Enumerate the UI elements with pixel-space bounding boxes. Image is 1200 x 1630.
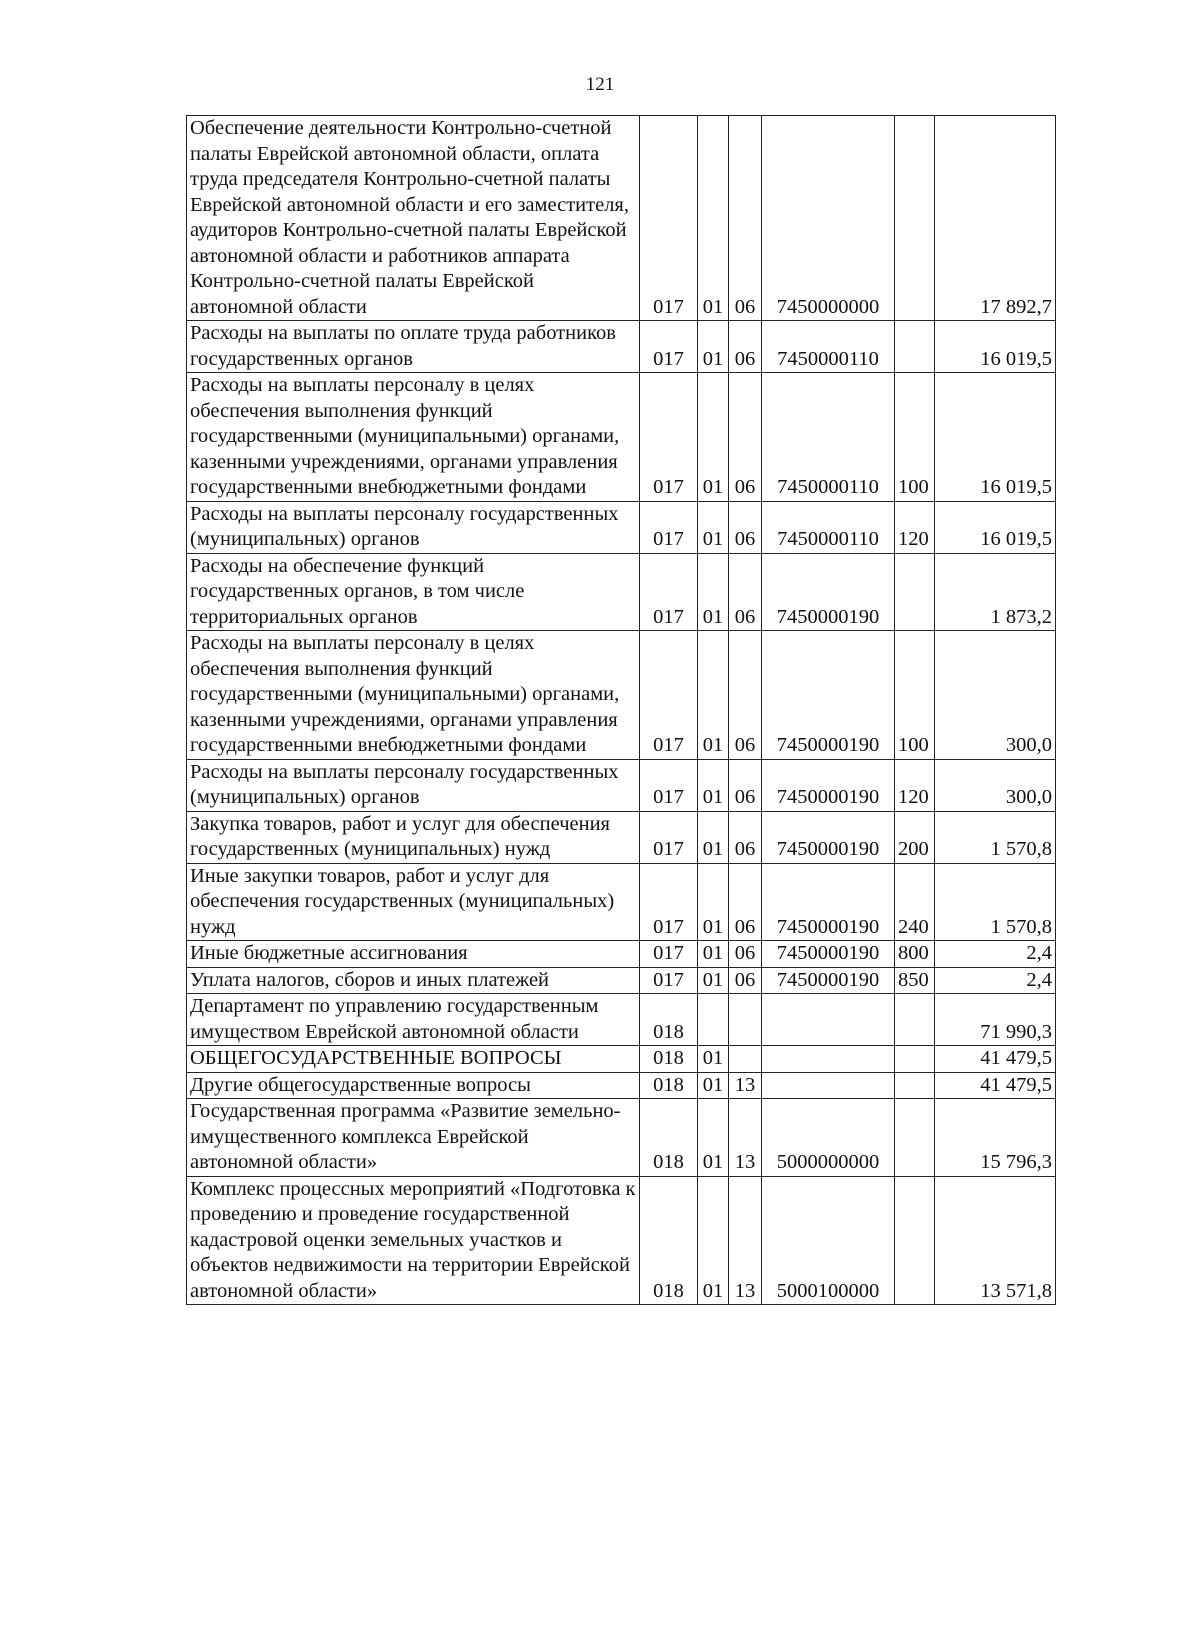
row-amount-cell: 16 019,5 bbox=[935, 501, 1056, 553]
table-row bbox=[187, 373, 1056, 502]
row-amount-cell: 300,0 bbox=[935, 631, 1056, 760]
row-expense-type-cell: 240 bbox=[895, 863, 935, 941]
row-amount-cell: 1 570,8 bbox=[935, 811, 1056, 863]
row-subsection-cell: 06 bbox=[729, 321, 762, 373]
row-target-article-cell: 7450000190 bbox=[762, 631, 895, 760]
row-target-article-cell: 7450000190 bbox=[762, 863, 895, 941]
row-subsection-cell: 06 bbox=[729, 759, 762, 811]
row-section-cell: 01 bbox=[698, 1176, 729, 1305]
row-name-cell: Закупка товаров, работ и услуг для обеспечения государственных (муниципальных) нужд bbox=[187, 811, 640, 863]
row-section-cell: 01 bbox=[698, 321, 729, 373]
row-subsection-cell: 06 bbox=[729, 631, 762, 760]
row-subsection-cell: 06 bbox=[729, 863, 762, 941]
row-amount-cell: 41 479,5 bbox=[935, 1072, 1056, 1099]
row-subsection-cell: 06 bbox=[729, 811, 762, 863]
row-grbs-cell: 018 bbox=[640, 1072, 698, 1099]
row-target-article-cell: 7450000110 bbox=[762, 501, 895, 553]
row-amount-cell: 41 479,5 bbox=[935, 1046, 1056, 1073]
row-expense-type-cell: 100 bbox=[895, 631, 935, 760]
row-name-cell: Государственная программа «Развитие земельно-имущественного комплекса Еврейской автономной области» bbox=[187, 1099, 640, 1177]
table-row bbox=[187, 811, 1056, 863]
table-row bbox=[187, 967, 1056, 994]
table-row bbox=[187, 321, 1056, 373]
row-grbs-cell: 017 bbox=[640, 321, 698, 373]
row-grbs-cell: 017 bbox=[640, 811, 698, 863]
row-target-article-cell: 7450000190 bbox=[762, 759, 895, 811]
row-grbs-cell: 017 bbox=[640, 759, 698, 811]
table-row bbox=[187, 1072, 1056, 1099]
row-amount-cell: 2,4 bbox=[935, 941, 1056, 968]
row-grbs-cell: 018 bbox=[640, 1176, 698, 1305]
row-subsection-cell bbox=[729, 1046, 762, 1073]
row-expense-type-cell: 850 bbox=[895, 967, 935, 994]
table-row bbox=[187, 994, 1056, 1046]
row-name-cell: Расходы на выплаты по оплате труда работников государственных органов bbox=[187, 321, 640, 373]
table-row bbox=[187, 1046, 1056, 1073]
row-amount-cell: 1 873,2 bbox=[935, 553, 1056, 631]
row-expense-type-cell bbox=[895, 1176, 935, 1305]
row-grbs-cell: 017 bbox=[640, 863, 698, 941]
row-name-cell: Иные бюджетные ассигнования bbox=[187, 941, 640, 968]
row-target-article-cell: 7450000190 bbox=[762, 941, 895, 968]
row-section-cell: 01 bbox=[698, 631, 729, 760]
row-target-article-cell: 7450000190 bbox=[762, 811, 895, 863]
row-name-cell: Другие общегосударственные вопросы bbox=[187, 1072, 640, 1099]
table-row bbox=[187, 631, 1056, 760]
row-target-article-cell bbox=[762, 1046, 895, 1073]
row-expense-type-cell: 100 bbox=[895, 373, 935, 502]
row-section-cell: 01 bbox=[698, 553, 729, 631]
row-subsection-cell: 13 bbox=[729, 1176, 762, 1305]
row-section-cell: 01 bbox=[698, 863, 729, 941]
row-grbs-cell: 017 bbox=[640, 116, 698, 321]
row-expense-type-cell: 800 bbox=[895, 941, 935, 968]
row-section-cell: 01 bbox=[698, 1072, 729, 1099]
budget-table bbox=[186, 115, 1056, 1305]
row-section-cell: 01 bbox=[698, 1099, 729, 1177]
row-grbs-cell: 017 bbox=[640, 373, 698, 502]
row-amount-cell: 2,4 bbox=[935, 967, 1056, 994]
row-name-cell: Обеспечение деятельности Контрольно-счетной палаты Еврейской автономной области, оплата труда председателя Контрольно-счетной палаты Еврейской автономной области и его заместителя, аудиторов Контрольно-счетной палаты Еврейской автономной области и работников аппарата Контрольно-счетной палаты Еврейской автономной области bbox=[187, 116, 640, 321]
row-name-cell: ОБЩЕГОСУДАРСТВЕННЫЕ ВОПРОСЫ bbox=[187, 1046, 640, 1073]
row-expense-type-cell bbox=[895, 116, 935, 321]
row-name-cell: Расходы на выплаты персоналу в целях обеспечения выполнения функций государственными (муниципальными) органами, казенными учреждениями, органами управления государственными внебюджетными фондами bbox=[187, 631, 640, 760]
row-amount-cell: 300,0 bbox=[935, 759, 1056, 811]
row-name-cell: Расходы на выплаты персоналу в целях обеспечения выполнения функций государственными (муниципальными) органами, казенными учреждениями, органами управления государственными внебюджетными фондами bbox=[187, 373, 640, 502]
page-number: 121 bbox=[585, 74, 615, 95]
row-expense-type-cell: 120 bbox=[895, 759, 935, 811]
row-subsection-cell: 06 bbox=[729, 116, 762, 321]
row-subsection-cell: 06 bbox=[729, 941, 762, 968]
table-row bbox=[187, 501, 1056, 553]
row-target-article-cell: 7450000190 bbox=[762, 967, 895, 994]
row-name-cell: Уплата налогов, сборов и иных платежей bbox=[187, 967, 640, 994]
row-section-cell: 01 bbox=[698, 967, 729, 994]
table-row bbox=[187, 116, 1056, 321]
row-amount-cell: 16 019,5 bbox=[935, 373, 1056, 502]
row-subsection-cell: 13 bbox=[729, 1072, 762, 1099]
row-grbs-cell: 017 bbox=[640, 941, 698, 968]
row-expense-type-cell bbox=[895, 321, 935, 373]
row-grbs-cell: 017 bbox=[640, 631, 698, 760]
row-subsection-cell bbox=[729, 994, 762, 1046]
row-target-article-cell: 7450000190 bbox=[762, 553, 895, 631]
row-grbs-cell: 018 bbox=[640, 1046, 698, 1073]
row-target-article-cell: 7450000110 bbox=[762, 321, 895, 373]
row-amount-cell: 13 571,8 bbox=[935, 1176, 1056, 1305]
row-subsection-cell: 06 bbox=[729, 501, 762, 553]
row-section-cell: 01 bbox=[698, 373, 729, 502]
row-grbs-cell: 018 bbox=[640, 994, 698, 1046]
table-row bbox=[187, 1176, 1056, 1305]
row-section-cell: 01 bbox=[698, 501, 729, 553]
table-row bbox=[187, 863, 1056, 941]
table-row bbox=[187, 941, 1056, 968]
row-name-cell: Комплекс процессных мероприятий «Подготовка к проведению и проведение государственной кадастровой оценки земельных участков и объектов недвижимости на территории Еврейской автономной области» bbox=[187, 1176, 640, 1305]
row-amount-cell: 17 892,7 bbox=[935, 116, 1056, 321]
row-name-cell: Расходы на выплаты персоналу государственных (муниципальных) органов bbox=[187, 501, 640, 553]
row-target-article-cell: 5000000000 bbox=[762, 1099, 895, 1177]
row-subsection-cell: 06 bbox=[729, 373, 762, 502]
row-section-cell: 01 bbox=[698, 1046, 729, 1073]
row-target-article-cell: 5000100000 bbox=[762, 1176, 895, 1305]
row-grbs-cell: 017 bbox=[640, 967, 698, 994]
row-expense-type-cell bbox=[895, 1046, 935, 1073]
table-row bbox=[187, 553, 1056, 631]
budget-table-body bbox=[187, 116, 1056, 1305]
table-row bbox=[187, 1099, 1056, 1177]
row-amount-cell: 1 570,8 bbox=[935, 863, 1056, 941]
row-expense-type-cell bbox=[895, 1072, 935, 1099]
row-section-cell: 01 bbox=[698, 759, 729, 811]
row-amount-cell: 16 019,5 bbox=[935, 321, 1056, 373]
row-expense-type-cell: 120 bbox=[895, 501, 935, 553]
row-section-cell: 01 bbox=[698, 116, 729, 321]
row-name-cell: Расходы на обеспечение функций государственных органов, в том числе территориальных органов bbox=[187, 553, 640, 631]
row-expense-type-cell: 200 bbox=[895, 811, 935, 863]
row-name-cell: Департамент по управлению государственным имуществом Еврейской автономной области bbox=[187, 994, 640, 1046]
row-name-cell: Расходы на выплаты персоналу государственных (муниципальных) органов bbox=[187, 759, 640, 811]
row-grbs-cell: 017 bbox=[640, 501, 698, 553]
row-expense-type-cell bbox=[895, 553, 935, 631]
row-subsection-cell: 06 bbox=[729, 553, 762, 631]
row-target-article-cell: 7450000110 bbox=[762, 373, 895, 502]
row-target-article-cell bbox=[762, 994, 895, 1046]
row-target-article-cell bbox=[762, 1072, 895, 1099]
table-row bbox=[187, 759, 1056, 811]
row-amount-cell: 71 990,3 bbox=[935, 994, 1056, 1046]
row-target-article-cell: 7450000000 bbox=[762, 116, 895, 321]
row-section-cell: 01 bbox=[698, 811, 729, 863]
row-amount-cell: 15 796,3 bbox=[935, 1099, 1056, 1177]
row-section-cell bbox=[698, 994, 729, 1046]
row-expense-type-cell bbox=[895, 994, 935, 1046]
row-grbs-cell: 018 bbox=[640, 1099, 698, 1177]
row-subsection-cell: 13 bbox=[729, 1099, 762, 1177]
row-grbs-cell: 017 bbox=[640, 553, 698, 631]
row-name-cell: Иные закупки товаров, работ и услуг для обеспечения государственных (муниципальных) нужд bbox=[187, 863, 640, 941]
row-expense-type-cell bbox=[895, 1099, 935, 1177]
row-section-cell: 01 bbox=[698, 941, 729, 968]
row-subsection-cell: 06 bbox=[729, 967, 762, 994]
